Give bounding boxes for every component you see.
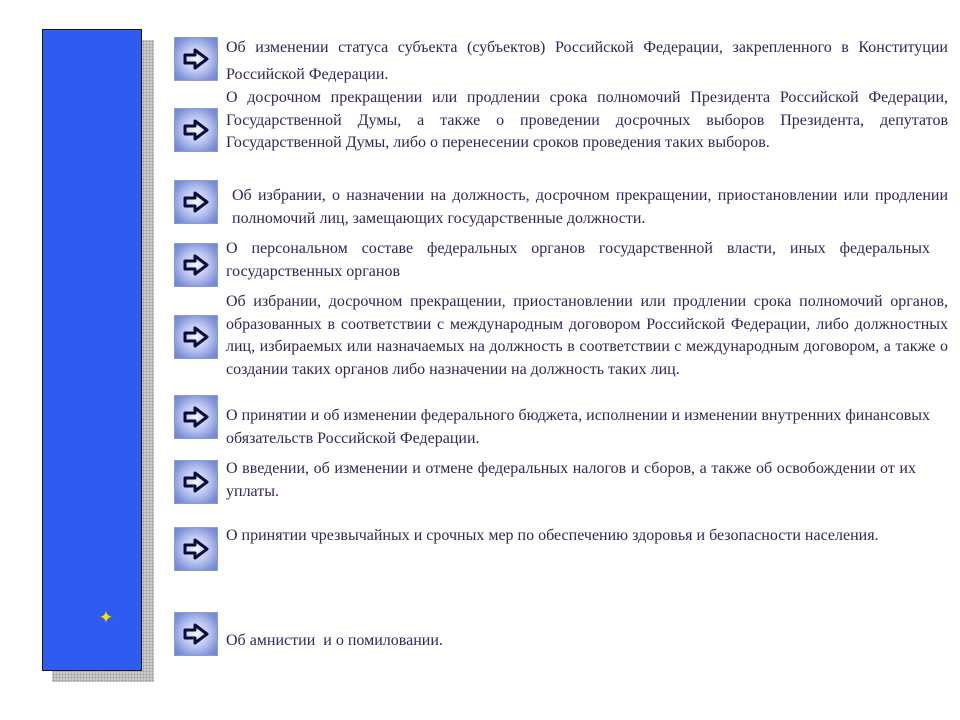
list-item-text: Об избрании, досрочном прекращении, приостановлении или продлении срока полномочий органов, образованных в соответствии с международным договором Российской Федерации, либо должностных лиц, избираемых или назначаемых на должность в соответствии с международным договором, а также о создании таких органов либо назначении на должность таких лиц. [226,293,948,378]
arrow-right-icon[interactable] [174,180,218,224]
list-item-text: О введении, об изменении и отмене федеральных налогов и сборов, а также об освобождении от их уплаты. [226,460,916,500]
arrow-right-icon[interactable] [174,108,218,152]
arrow-right-icon[interactable] [174,527,218,571]
arrow-right-icon[interactable] [174,395,218,439]
list-item-text: Об амнистии и о помиловании. [226,632,443,649]
list-item-text: О досрочном прекращении или продлении срока полномочий Президента Российской Федерации, Государственной Думы, а также о проведении досрочных выборов Президента, депутатов Государственной Думы, либо о перенесении сроков проведения таких выборов. [226,89,948,151]
list-item-text: О принятии чрезвычайных и срочных мер по обеспечению здоровья и безопасности населения. [226,527,879,544]
list-item-text: О персональном составе федеральных органов государственной власти, иных федеральных государственных органов [226,240,930,280]
arrow-right-icon[interactable] [174,243,218,287]
arrow-right-icon[interactable] [174,460,218,504]
sidebar-panel [42,29,142,671]
arrow-right-icon[interactable] [174,37,218,81]
list-item-text: Об изменении статуса субъекта (субъектов) Российской Федерации, закрепленного в Конституции Российской Федерации. [226,39,948,83]
list-item-text: Об избрании, о назначении на должность, досрочном прекращении, приостановлении или продлении полномочий лиц, замещающих государственные должности. [232,187,948,227]
list-item-text: О принятии и об изменении федерального бюджета, исполнении и изменении внутренних финансовых обязательств Российской Федерации. [226,407,930,447]
star-icon: ✦ [98,608,114,628]
arrow-right-icon[interactable] [174,315,218,359]
arrow-right-icon[interactable] [174,612,218,656]
